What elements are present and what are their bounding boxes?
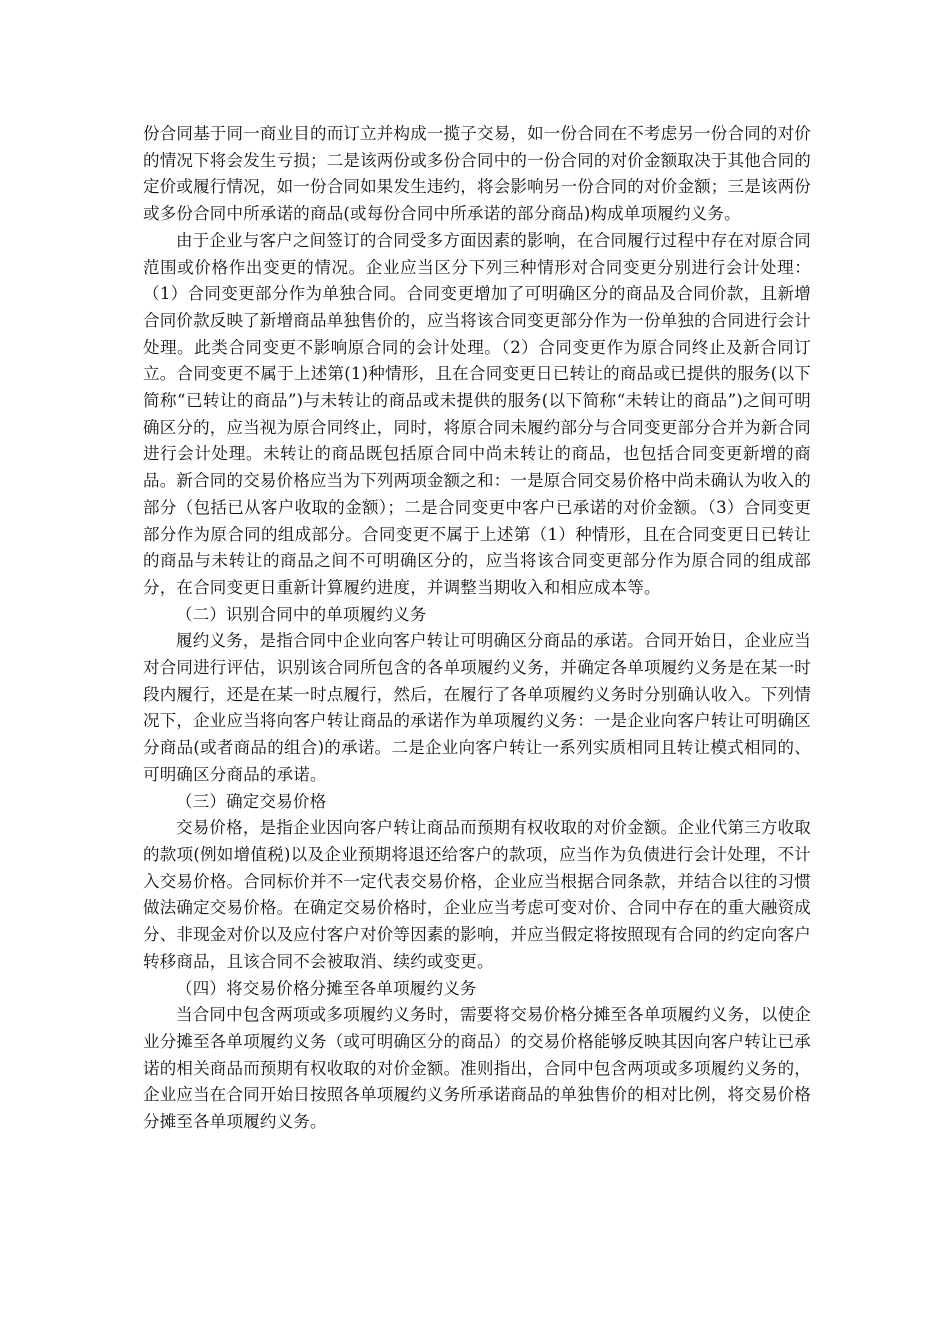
paragraph-continuation: 份合同基于同一商业目的而订立并构成一揽子交易，如一份合同在不考虑另一份合同的对价的情况下将会发生亏损；二是该两份或多份合同中的一份合同的对价金额取决于其他合同的定价或履行情况，如一份合同如果发生违约，将会影响另一份合同的对价金额；三是该两份或多份合同中所承诺的商品(或每份合同中所承诺的部分商品)构成单项履约义务。 <box>143 124 811 224</box>
paragraph-performance-obligations: 履约义务，是指合同中企业向客户转让可明确区分商品的承诺。合同开始日，企业应当对合同进行评估，识别该合同所包含的各单项履约义务，并确定各单项履约义务是在某一时段内履行，还是在某一时点履行，然后，在履行了各单项履约义务时分别确认收入。下列情况下，企业应当将向客户转让商品的承诺作为单项履约义务：一是企业向客户转让可明确区分商品(或者商品的组合)的承诺。二是企业向客户转让一系列实质相同且转让模式相同的、可明确区分商品的承诺。 <box>143 631 811 784</box>
section-heading-3: （三）确定交易价格 <box>176 791 327 811</box>
section-heading-4: （四）将交易价格分摊至各单项履约义务 <box>176 978 477 998</box>
paragraph-price-allocation: 当合同中包含两项或多项履约义务时，需要将交易价格分摊至各单项履约义务，以使企业分摊至各单项履约义务（或可明确区分的商品）的交易价格能够反映其因向客户转让已承诺的相关商品而预期有权收取的对价金额。准则指出，合同中包含两项或多项履约义务的，企业应当在合同开始日按照各单项履约义务所承诺商品的单独售价的相对比例，将交易价格分摊至各单项履约义务。 <box>143 1005 811 1132</box>
paragraph-transaction-price: 交易价格，是指企业因向客户转让商品而预期有权收取的对价金额。企业代第三方收取的款项(例如增值税)以及企业预期将退还给客户的款项，应当作为负债进行会计处理，不计入交易价格。合同标价并不一定代表交易价格，企业应当根据合同条款，并结合以往的习惯做法确定交易价格。在确定交易价格时，企业应当考虑可变对价、合同中存在的重大融资成分、非现金对价以及应付客户对价等因素的影响，并应当假定将按照现有合同的约定向客户转移商品，且该合同不会被取消、续约或变更。 <box>143 818 811 971</box>
document-page <box>143 121 811 1136</box>
section-heading-2: （二）识别合同中的单项履约义务 <box>176 604 427 624</box>
paragraph-contract-modification: 由于企业与客户之间签订的合同受多方面因素的影响，在合同履行过程中存在对原合同范围或价格作出变更的情况。企业应当区分下列三种情形对合同变更分别进行会计处理：（1）合同变更部分作为单独合同。合同变更增加了可明确区分的商品及合同价款，且新增合同价款反映了新增商品单独售价的，应当将该合同变更部分作为一份单独的合同进行会计处理。此类合同变更不影响原合同的会计处理。（2）合同变更作为原合同终止及新合同订立。合同变更不属于上述第(1)种情形，且在合同变更日已转让的商品或已提供的服务(以下简称“已转让的商品”)与未转让的商品或未提供的服务(以下简称“未转让的商品”)之间可明确区分的，应当视为原合同终止，同时，将原合同未履约部分与合同变更部分合并为新合同进行会计处理。未转让的商品既包括原合同中尚未转让的商品，也包括合同变更新增的商品。新合同的交易价格应当为下列两项金额之和：一是原合同交易价格中尚未确认为收入的部分（包括已从客户收取的金额）；二是合同变更中客户已承诺的对价金额。（3）合同变更部分作为原合同的组成部分。合同变更不属于上述第（1）种情形，且在合同变更日已转让的商品与未转让的商品之间不可明确区分的，应当将该合同变更部分作为原合同的组成部分，在合同变更日重新计算履约进度，并调整当期收入和相应成本等。 <box>143 230 811 597</box>
